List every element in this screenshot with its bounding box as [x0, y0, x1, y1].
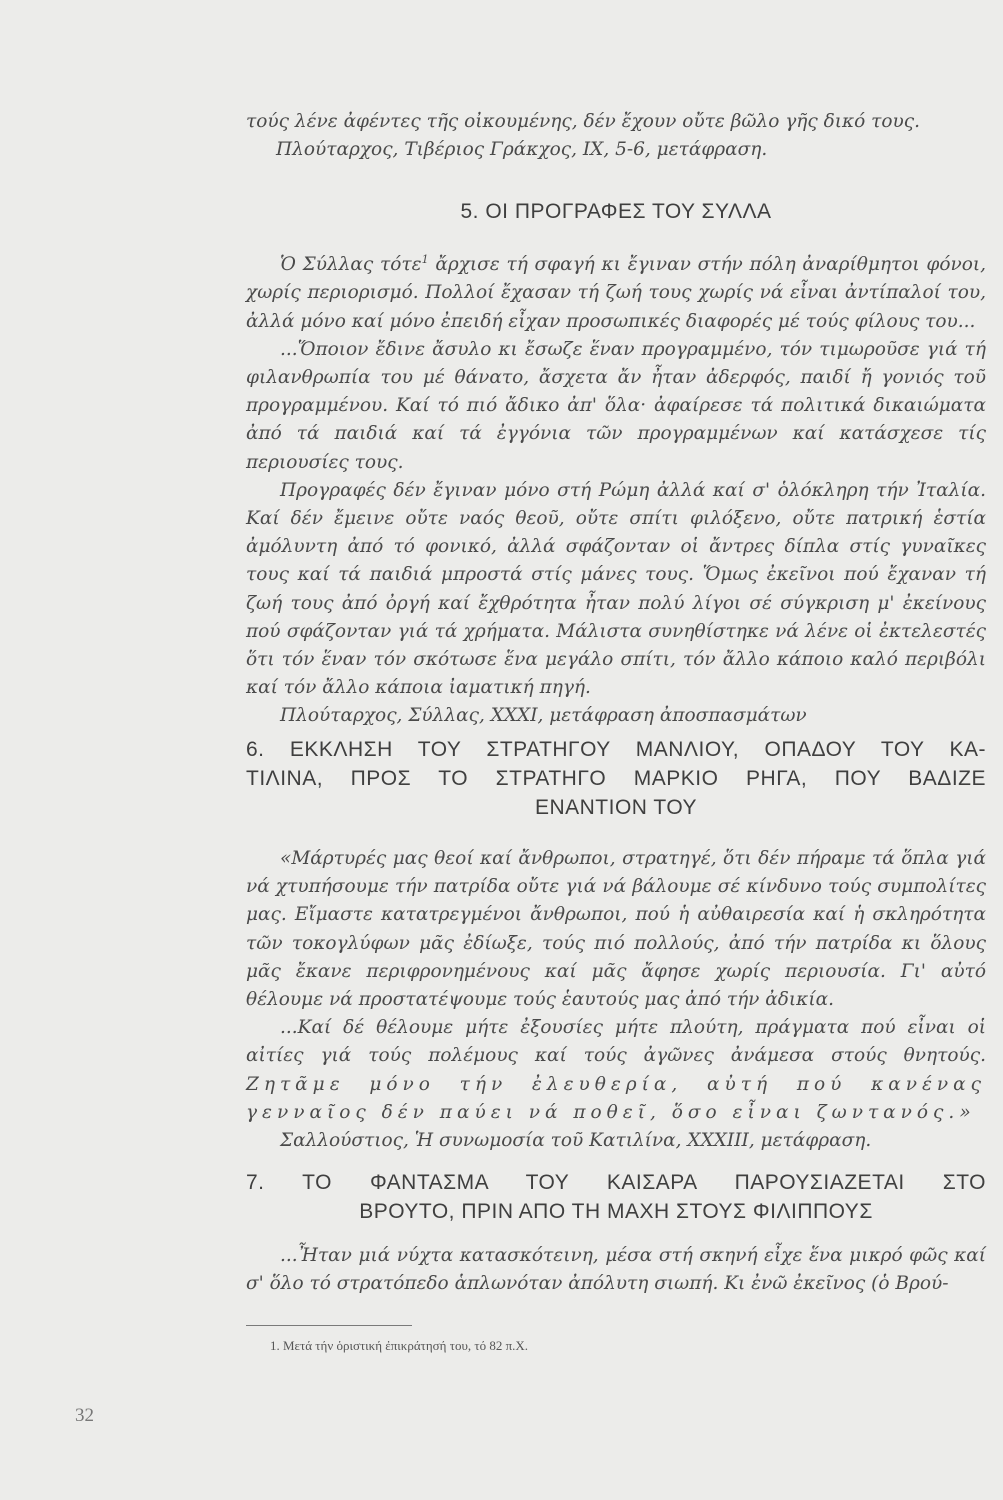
section-6-spaced-text: Ζητᾶμε μόνο τήν ἐλευθερία, αὐτή πού κανένας γενναῖος δέν παύει νά ποθεῖ, ὅσο εἶναι ζωντανός. [246, 1073, 986, 1123]
section-5-paragraph-3: Προγραφές δέν ἔγιναν μόνο στή Ρώμη ἀλλά καί σ' ὁλόκληρη τήν Ἰταλία. Καί δέν ἔμεινε οὔτε ναός θεοῦ, οὔτε σπίτι φιλόξενο, οὔτε πατρική ἑστία ἀμόλυντη ἀπό τό φονικό, ἀλλά σφάζονταν οἱ ἄντρες δίπλα στίς γυναῖκες τους καί τά παιδιά μπροστά στίς μάνες τους. Ὅμως ἐκεῖνοι πού ἔχαναν τή ζωή τους ἀπό ὀργή καί ἔχθρότητα ἦταν πολύ λίγοι σέ σύγκριση μ' ἐκείνους πού σφάζονταν γιά τά χρήματα. Μάλιστα συνηθίστηκε νά λένε οἱ ἐκτελεστές ὅτι τόν ἕναν τόν σκότωσε ἕνα μεγάλο σπίτι, τόν ἄλλο κάποιο καλό περιβόλι καί τόν ἄλλο κάποια ἰαματική πηγή. [246, 479, 986, 699]
section-7-heading-line-2: ΒΡΟΥΤΟ, ΠΡΙΝ ΑΠΟ ΤΗ ΜΑΧΗ ΣΤΟΥΣ ΦΙΛΙΠΠΟΥΣ [359, 1200, 873, 1223]
section-6-paragraph-2-start: ...Καί δέ θέλουμε μήτε ἐξουσίες μήτε πλούτη, πράγματα πού εἶναι οἱ αἰτίες γιά τούς πολέμους καί τούς ἀγῶνες ἀνάμεσα στούς θνητούς. [246, 1017, 986, 1067]
section-5-paragraph-1-start: Ὁ Σύλλας τότε [280, 254, 422, 276]
section-6-citation: Σαλλούστιος, Ἡ συνωμοσία τοῦ Κατιλίνα, XXXIII, μετάφραση. [280, 1130, 872, 1152]
section-5-paragraph-1 [246, 246, 986, 336]
section-7-heading [246, 1168, 986, 1226]
section-5-citation: Πλούταρχος, Σύλλας, XXXI, μετάφραση ἀποσπασμάτων [280, 705, 807, 727]
section-5-paragraph-1-rest: ἄρχισε τή σφαγή κι ἔγιναν στήν πόλη ἀναρίθμητοι φόνοι, χωρίς περιορισμό. Πολλοί ἔχασαν τή ζωή τους χωρίς νά εἶναι ἀντίπαλοί του, ἀλλά μόνο καί μόνο ἐπειδή εἶχαν προσωπικές διαφορές μέ τούς φίλους του... [246, 254, 987, 332]
section-7-paragraph-1: ...Ἦταν μιά νύχτα κατασκότεινη, μέσα στή σκηνή εἶχε ἕνα μικρό φῶς καί σ' ὅλο τό στρατόπεδο ἁπλωνόταν ἀπόλυτη σιωπή. Κι ἐνῶ ἐκεῖνος (ὁ Βρού- [246, 1245, 986, 1295]
section-6-heading [246, 735, 986, 822]
section-6-body [246, 845, 986, 1155]
section-6-paragraph-1: «Μάρτυρές μας θεοί καί ἄνθρωποι, στρατηγέ, ὅτι δέν πήραμε τά ὅπλα γιά νά χτυπήσουμε τήν πατρίδα οὔτε γιά νά βάλουμε σέ κίνδυνο τούς συμπολίτες μας. Εἴμαστε κατατρεγμένοι ἄνθρωποι, πού ἡ αὐθαιρεσία καί ἡ σκληρότητα τῶν τοκογλύφων μᾶς ἐδίωξε, τούς πιό πολλούς, ἀπό τήν πατρίδα κι ὅλους μᾶς ἔκανε περιφρονημένους καί μᾶς ἄφησε χωρίς περιουσία. Γι' αὐτό θέλουμε νά προστατέψουμε τούς ἑαυτούς μας ἀπό τήν ἀδικία. [246, 848, 986, 1011]
top-citation-line-2: Πλούταρχος, Τιβέριος Γράκχος, ΙΧ, 5-6, μετάφραση. [276, 139, 768, 160]
section-7-body [246, 1242, 986, 1298]
section-5-paragraph-2: ...Ὅποιον ἔδινε ἄσυλο κι ἔσωζε ἕναν προγραμμένο, τόν τιμωροῦσε γιά τή φιλανθρωπία του μέ θάνατο, ἄσχετα ἄν ἦταν ἀδερφός, παιδί ἤ γονιός τοῦ προγραμμένου. Καί τό πιό ἄδικο ἀπ' ὅλα· ἀφαίρεσε τά πολιτικά δικαιώματα ἀπό τά παιδιά καί τά ἐγγόνια τῶν προγραμμένων καί κατάσχεσε τίς περιουσίες τους. [246, 338, 986, 473]
section-6-heading-line-1: 6. ΕΚΚΛΗΣΗ ΤΟΥ ΣΤΡΑΤΗΓΟΥ ΜΑΝΛΙΟΥ, ΟΠΑΔΟΥ ΤΟΥ ΚΑ- [246, 738, 986, 761]
footnote-divider [246, 1325, 412, 1326]
section-6-paragraph-2 [246, 1014, 986, 1127]
top-citation [246, 108, 986, 164]
section-6-closing-quote: » [959, 1101, 971, 1123]
section-7-heading-line-1: 7. ΤΟ ΦΑΝΤΑΣΜΑ ΤΟΥ ΚΑΙΣΑΡΑ ΠΑΡΟΥΣΙΑΖΕΤΑΙ ΣΤΟ [246, 1171, 986, 1194]
page-number: 32 [75, 1405, 94, 1426]
section-5-body [246, 246, 986, 730]
section-6-heading-line-2: ΤΙΛΙΝΑ, ΠΡΟΣ ΤΟ ΣΤΡΑΤΗΓΟ ΜΑΡΚΙΟ ΡΗΓΑ, ΠΟΥ ΒΑΔΙΖΕ [246, 767, 986, 790]
section-5-heading: 5. ΟΙ ΠΡΟΓΡΑΦΕΣ ΤΟΥ ΣΥΛΛΑ [460, 200, 772, 223]
footnote-marker: 1 [421, 253, 429, 266]
top-citation-line-1: τούς λένε ἀφέντες τῆς οἰκουμένης, δέν ἔχουν οὔτε βῶλο γῆς δικό τους. [246, 111, 921, 132]
section-6-heading-line-3: ΕΝΑΝΤΙΟΝ ΤΟΥ [534, 796, 698, 819]
footnote: 1. Μετά τήν ὁριστική ἐπικράτησή του, τό 82 π.Χ. [270, 1338, 529, 1353]
